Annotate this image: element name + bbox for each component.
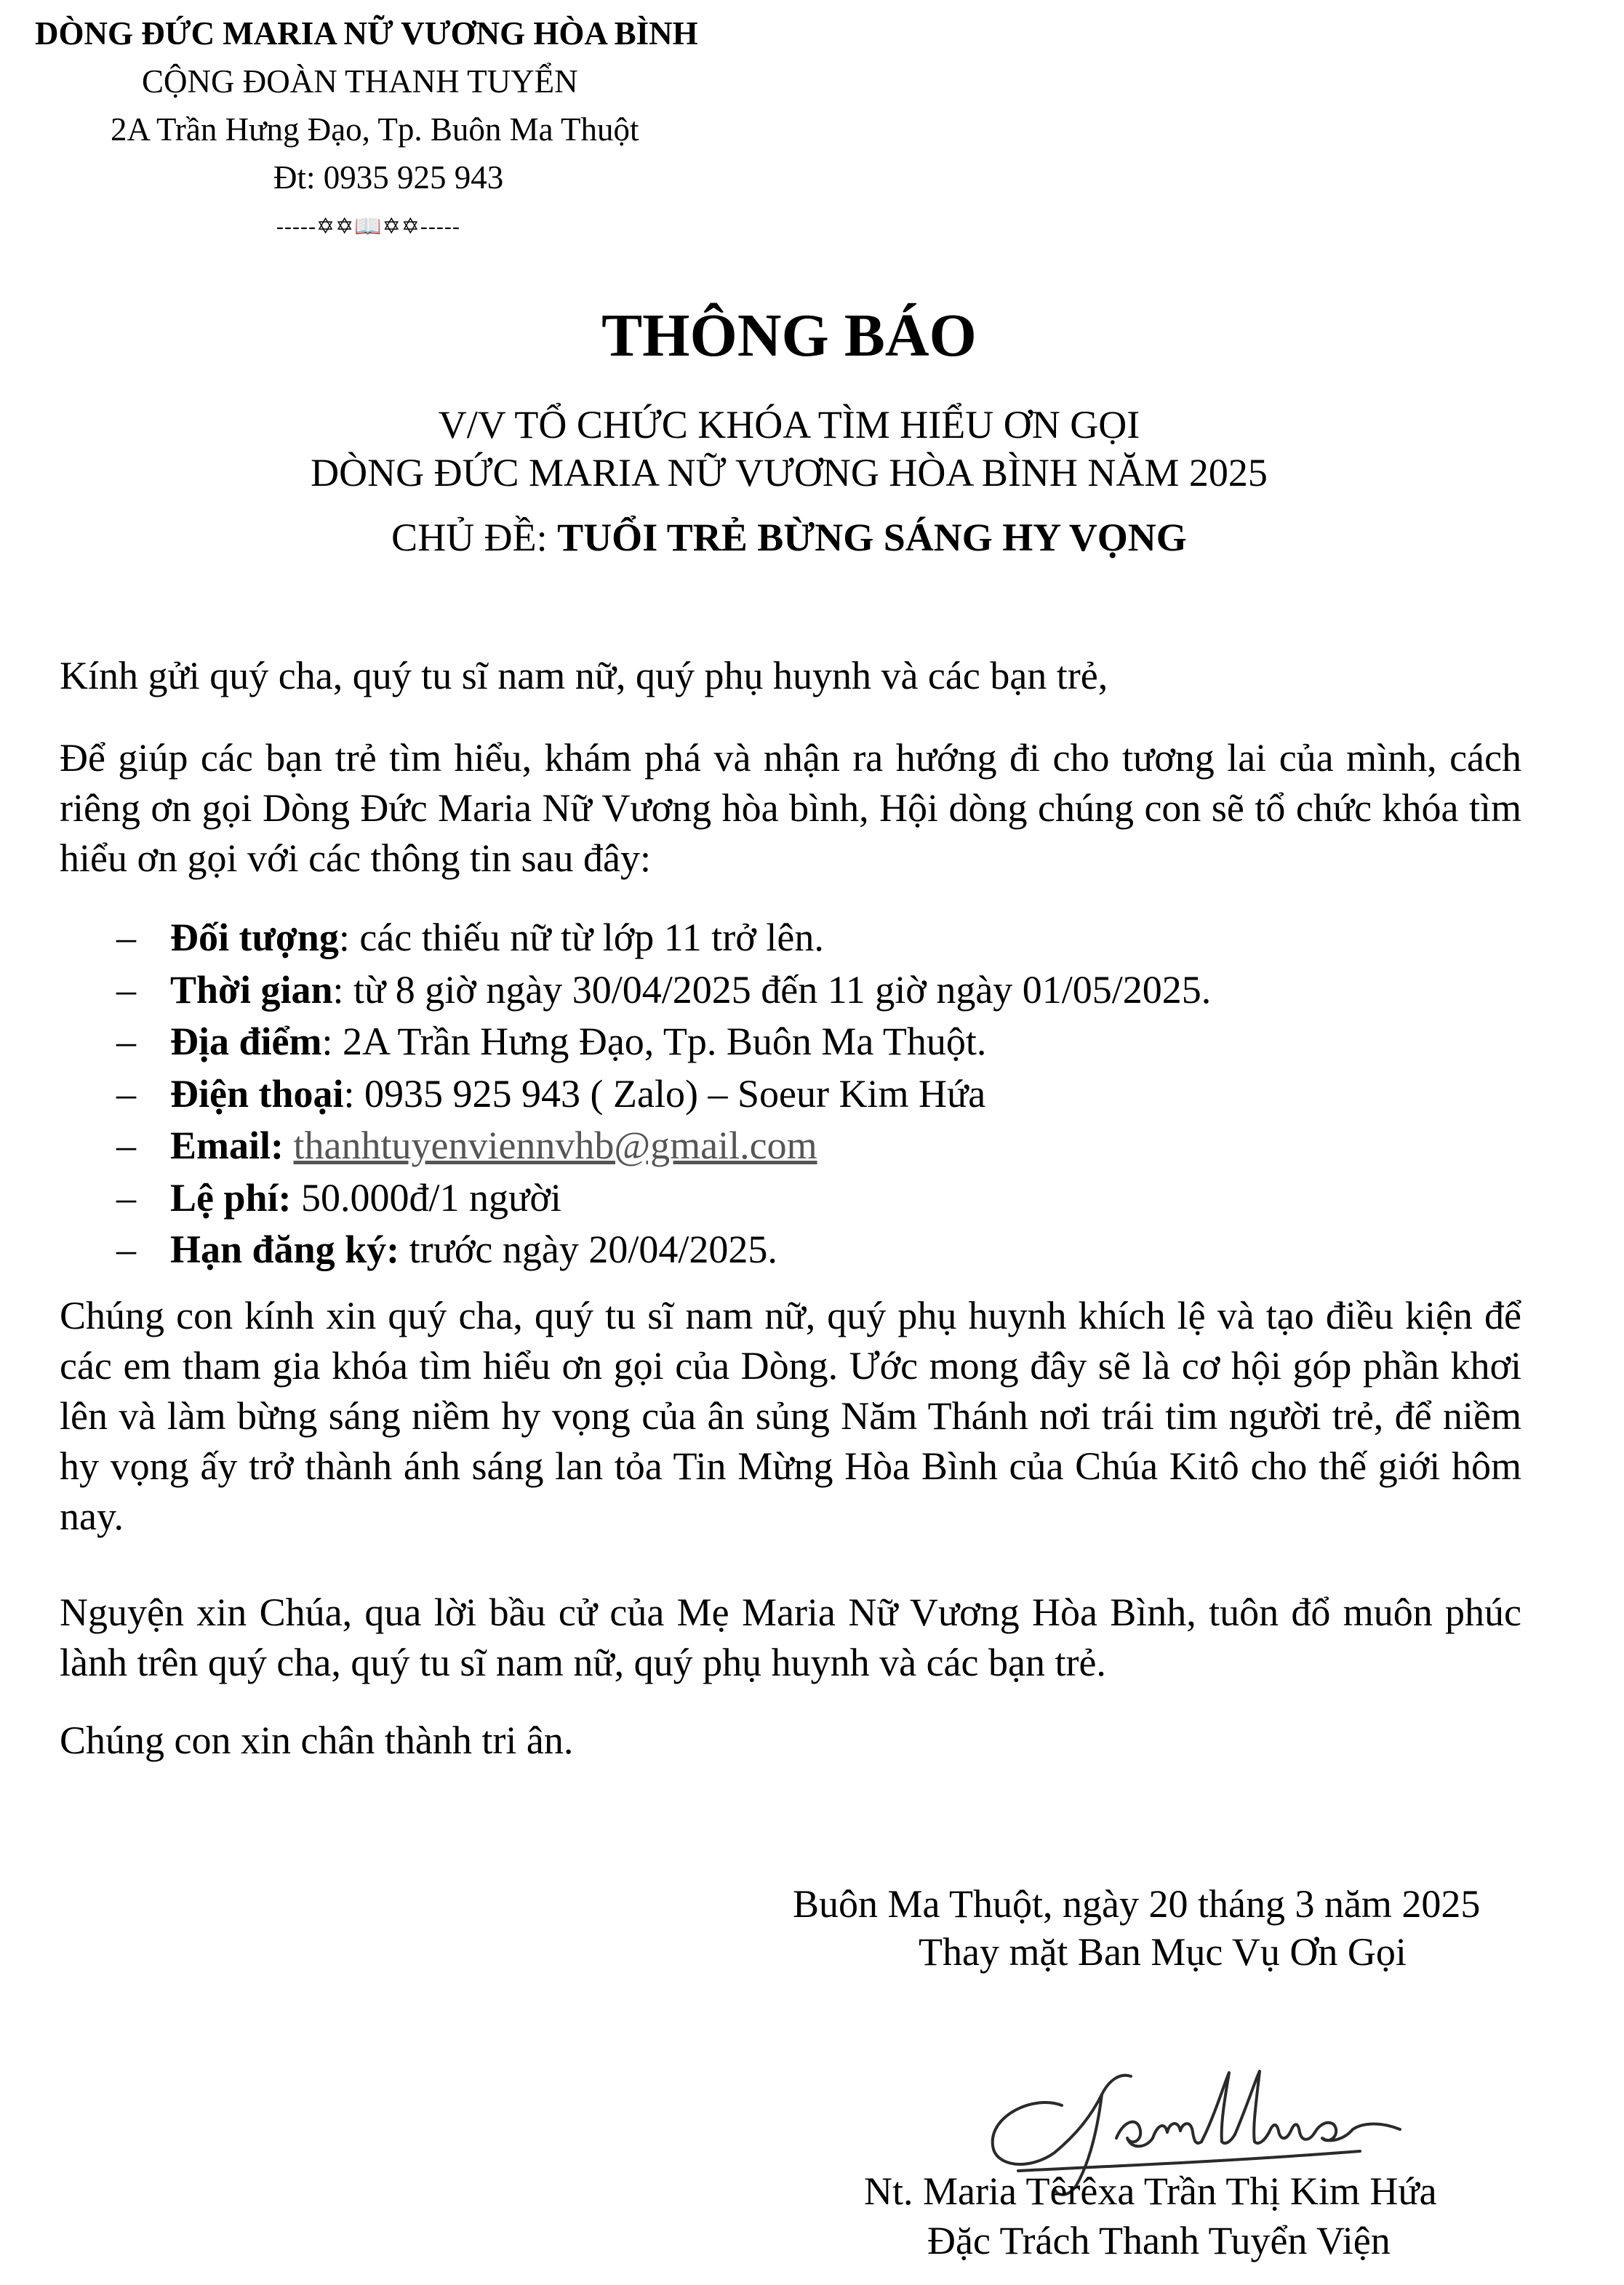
signatory-name: Nt. Maria Têrêxa Trần Thị Kim Hứa	[864, 2169, 1437, 2213]
phone-line: Đt: 0935 925 943	[273, 159, 504, 196]
detail-label: Hạn đăng ký:	[170, 1228, 400, 1271]
detail-label: Lệ phí:	[170, 1175, 292, 1220]
detail-label: Email:	[170, 1124, 284, 1167]
closing-paragraph-1: Chúng con kính xin quý cha, quý tu sĩ nam nữ, quý phụ huynh khích lệ và tạo điều kiện để các em tham gia khóa tìm hiểu ơn gọi của Dòng. Ước mong đây sẽ là cơ hội góp phần khơi lên và làm bừng sáng niềm hy vọng của ân sủng Năm Thánh nơi trái tim người trẻ, để niềm hy vọng ấy trở thành ánh sáng lan tỏa Tin Mừng Hòa Bình của Chúa Kitô cho thế giới hôm nay.	[60, 1294, 1521, 1538]
thanks-line: Chúng con xin chân thành tri ân.	[60, 1718, 574, 1762]
dash-bullet: –	[116, 1175, 136, 1220]
detail-label: Điện thoại	[170, 1071, 344, 1116]
closing-paragraph-2: Nguyện xin Chúa, qua lời bầu cử của Mẹ Maria Nữ Vương Hòa Bình, tuôn đổ muôn phúc lành trên quý cha, quý tu sĩ nam nữ, quý phụ huynh và các bạn trẻ.	[60, 1590, 1521, 1684]
subject-line-1: V/V TỔ CHỨC KHÓA TÌM HIỂU ƠN GỌI	[438, 403, 1140, 447]
detail-item-fee	[116, 1172, 1211, 1225]
detail-item-email	[116, 1120, 1211, 1172]
signature-date-line: Buôn Ma Thuột, ngày 20 tháng 3 năm 2025	[793, 1882, 1481, 1926]
detail-label: Thời gian	[170, 967, 333, 1012]
dash-bullet: –	[116, 1228, 136, 1271]
greeting: Kính gửi quý cha, quý tu sĩ nam nữ, quý phụ huynh và các bạn trẻ,	[60, 654, 1108, 697]
detail-label: Đối tượng	[170, 916, 339, 959]
theme-line	[0, 515, 1578, 560]
theme-value: TUỔI TRẺ BỪNG SÁNG HY VỌNG	[557, 516, 1187, 559]
intro-paragraph: Để giúp các bạn trẻ tìm hiểu, khám phá và nhận ra hướng đi cho tương lai của mình, cách riêng ơn gọi Dòng Đức Maria Nữ Vương hòa bình, Hội dòng chúng con sẽ tổ chức khóa tìm hiểu ơn gọi với các thông tin sau đây:	[60, 736, 1521, 880]
community-name: CỘNG ĐOÀN THANH TUYỂN	[142, 63, 578, 100]
detail-value: trước ngày 20/04/2025.	[399, 1228, 777, 1271]
signature-role: Thay mặt Ban Mục Vụ Ơn Gọi	[919, 1930, 1407, 1974]
document-title: THÔNG BÁO	[601, 302, 977, 369]
dash-bullet: –	[116, 1071, 136, 1116]
detail-item-audience	[116, 912, 1211, 964]
subject-line-2: DÒNG ĐỨC MARIA NỮ VƯƠNG HÒA BÌNH NĂM 2025	[311, 451, 1268, 495]
dash-bullet: –	[116, 1020, 136, 1063]
dash-bullet: –	[116, 916, 136, 959]
details-list	[116, 912, 1211, 1276]
detail-value: : 2A Trần Hưng Đạo, Tp. Buôn Ma Thuột.	[321, 1020, 987, 1063]
dash-bullet: –	[116, 1124, 136, 1167]
dash-bullet: –	[116, 967, 136, 1012]
detail-item-time	[116, 964, 1211, 1017]
detail-value: : các thiếu nữ từ lớp 11 trở lên.	[338, 916, 824, 959]
email-link[interactable]: thanhtuyenviennvhb@gmail.com	[293, 1124, 817, 1167]
detail-value: : 0935 925 943 ( Zalo) – Soeur Kim Hứa	[343, 1071, 986, 1116]
detail-label: Địa điểm	[170, 1020, 322, 1063]
detail-value: 50.000đ/1 người	[291, 1175, 561, 1220]
detail-value: : từ 8 giờ ngày 30/04/2025 đến 11 giờ ngày 01/05/2025.	[332, 967, 1212, 1012]
address-line: 2A Trần Hưng Đạo, Tp. Buôn Ma Thuột	[111, 111, 639, 148]
theme-label: CHỦ ĐỀ:	[391, 516, 558, 559]
ornament-divider: -----✡✡📖✡✡-----	[276, 215, 460, 239]
detail-item-phone	[116, 1068, 1211, 1121]
detail-item-deadline	[116, 1224, 1211, 1276]
detail-item-location	[116, 1016, 1211, 1068]
signatory-title: Đặc Trách Thanh Tuyển Viện	[927, 2219, 1391, 2262]
org-name: DÒNG ĐỨC MARIA NỮ VƯƠNG HÒA BÌNH	[35, 15, 698, 52]
